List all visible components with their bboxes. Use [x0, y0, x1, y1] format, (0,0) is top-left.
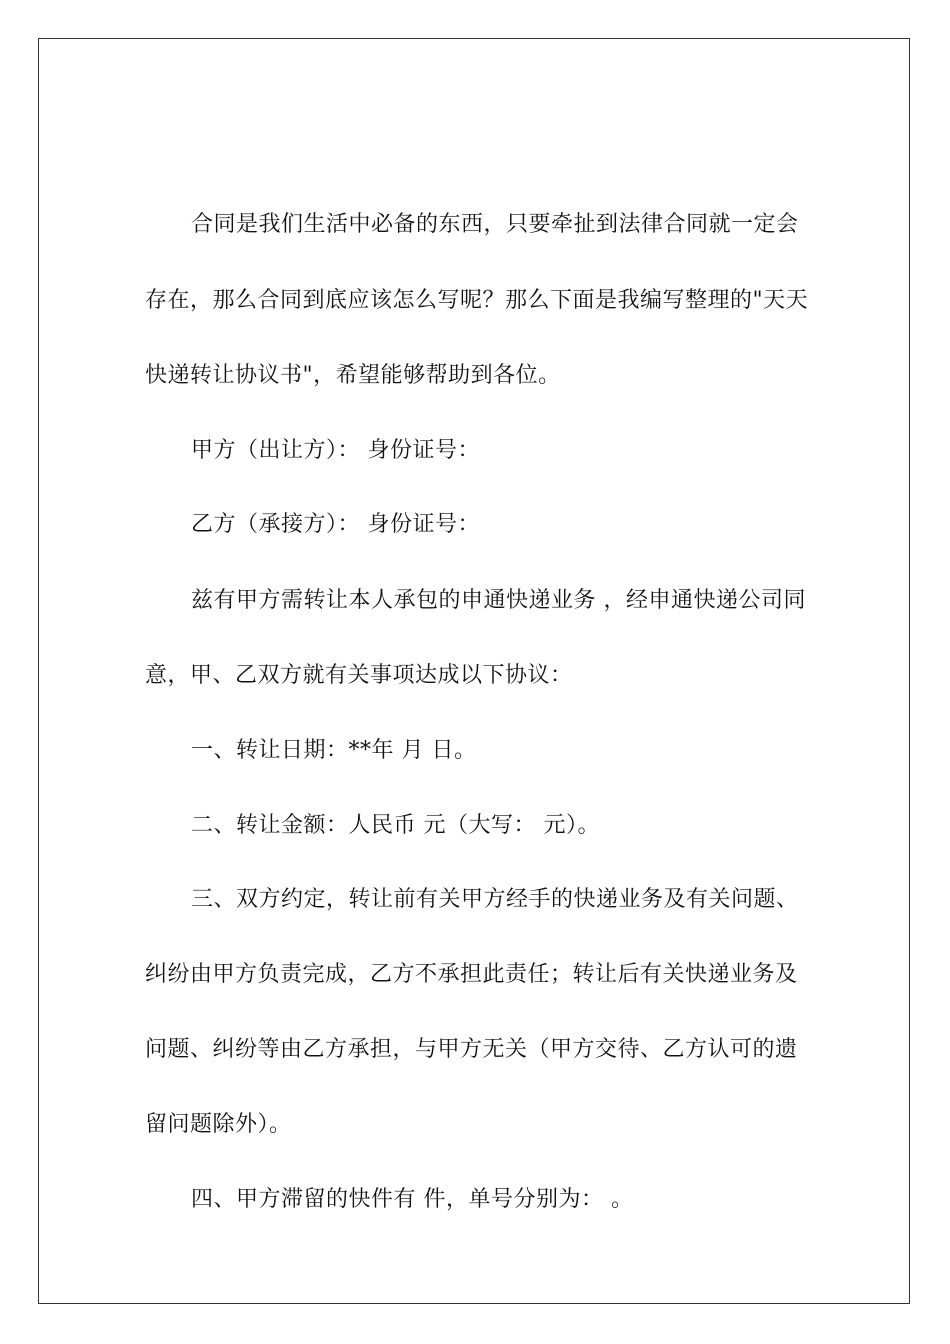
clause-3-line-1: 三、双方约定，转让前有关甲方经手的快递业务及有关问题、	[191, 887, 799, 912]
agreement-intro-line-2: 意，甲、乙双方就有关事项达成以下协议：	[145, 663, 573, 688]
party-b-line: 乙方（承接方）： 身份证号：	[191, 512, 480, 537]
clause-1: 一、转让日期：**年 月 日。	[191, 738, 477, 763]
paragraph-intro-line-2: 存在，那么合同到底应该怎么写呢？那么下面是我编写整理的"天天	[145, 288, 809, 313]
clause-3-line-3: 问题、纠纷等由乙方承担，与甲方无关（甲方交待、乙方认可的遗	[145, 1037, 798, 1062]
paragraph-intro-line-3: 快递转让协议书"，希望能够帮助到各位。	[145, 363, 561, 388]
clause-4: 四、甲方滞留的快件有 件，单号分别为： 。	[191, 1187, 634, 1212]
party-a-line: 甲方（出让方）： 身份证号：	[191, 438, 480, 463]
clause-3-line-2: 纠纷由甲方负责完成，乙方不承担此责任；转让后有关快递业务及	[145, 962, 798, 987]
clause-2: 二、转让金额：人民币 元（大写： 元）。	[191, 813, 600, 838]
agreement-intro-line-1: 兹有甲方需转让本人承包的申通快递业务 ，经申通快递公司同	[191, 588, 806, 613]
paragraph-intro-line-1: 合同是我们生活中必备的东西，只要牵扯到法律合同就一定会	[191, 212, 799, 237]
clause-3-line-4: 留问题除外）。	[145, 1112, 292, 1137]
